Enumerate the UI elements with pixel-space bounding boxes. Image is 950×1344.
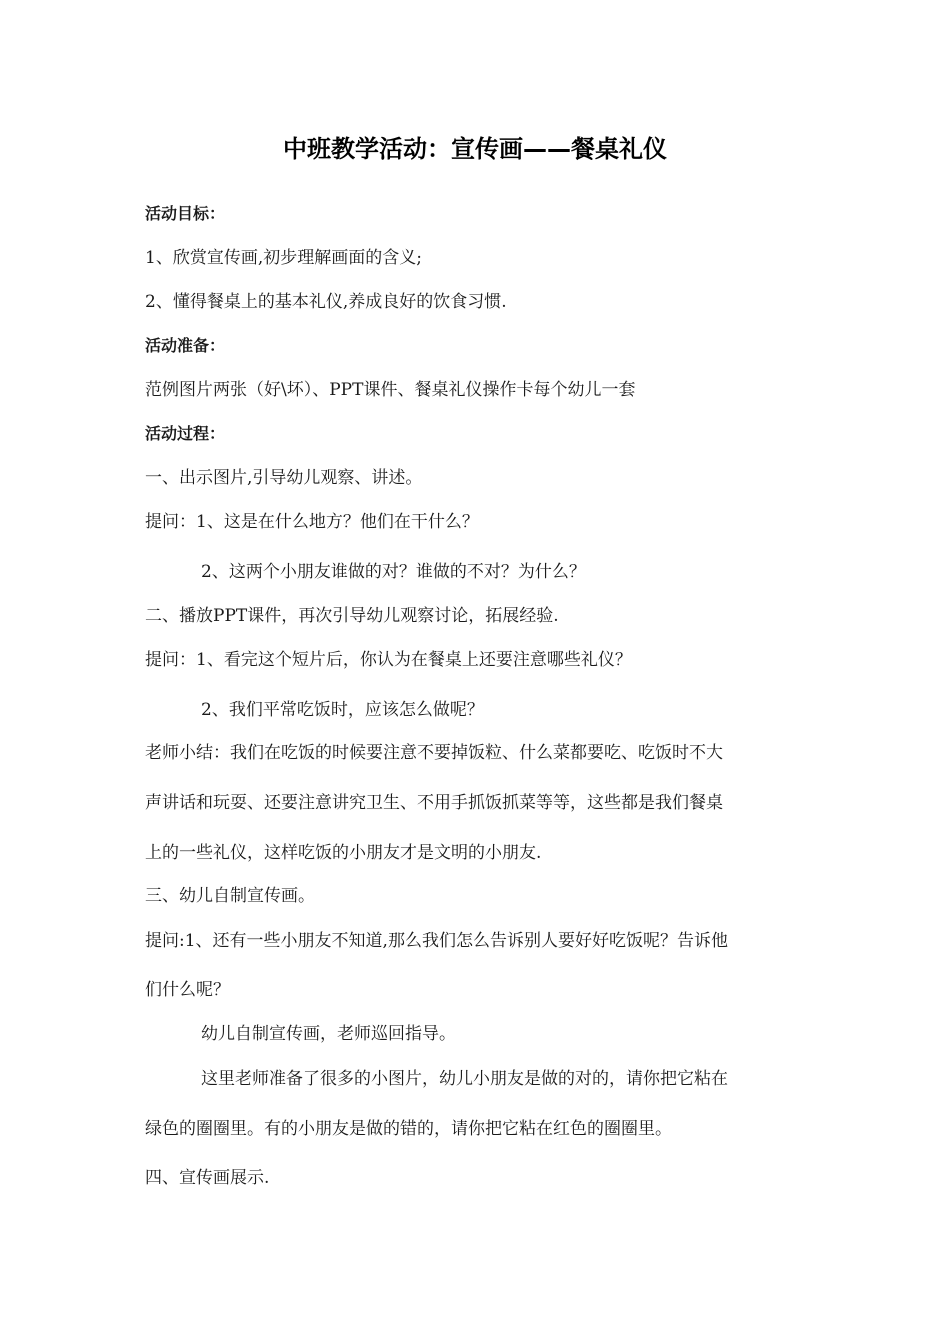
step-3-paragraph-2-line-2: 绿色的圈圈里。有的小朋友是做的错的，请你把它粘在红色的圈圈里。 (145, 1119, 672, 1139)
step-2-question-1: 提问：1、看完这个短片后，你认为在餐桌上还要注意哪些礼仪？ (145, 650, 632, 670)
summary-line-2: 声讲话和玩耍、还要注意讲究卫生、不用手抓饭抓菜等等，这些都是我们餐桌 (145, 793, 723, 813)
prep-heading: 活动准备： (145, 336, 226, 355)
goal-item-2: 2、懂得餐桌上的基本礼仪,养成良好的饮食习惯. (145, 292, 507, 312)
summary-line-3: 上的一些礼仪，这样吃饭的小朋友才是文明的小朋友. (145, 843, 542, 863)
document-title: 中班教学活动：宣传画——餐桌礼仪 (283, 135, 667, 163)
prep-text: 范例图片两张（好\坏）、PPT课件、餐桌礼仪操作卡每个幼儿一套 (145, 380, 636, 400)
summary-line-1: 老师小结：我们在吃饭的时候要注意不要掉饭粒、什么菜都要吃、吃饭时不大 (145, 743, 723, 763)
step-3-paragraph-1: 幼儿自制宣传画，老师巡回指导。 (201, 1024, 456, 1044)
step-3: 三、幼儿自制宣传画。 (145, 886, 315, 906)
step-3-question-line-1: 提问:1、还有一些小朋友不知道,那么我们怎么告诉别人要好好吃饭呢？告诉他 (145, 931, 728, 951)
step-2: 二、播放PPT课件，再次引导幼儿观察讨论，拓展经验. (145, 606, 559, 626)
goal-item-1: 1、欣赏宣传画,初步理解画面的含义; (145, 248, 422, 268)
process-heading: 活动过程： (145, 424, 226, 443)
step-1: 一、出示图片,引导幼儿观察、讲述。 (145, 468, 423, 488)
goals-heading: 活动目标： (145, 204, 226, 223)
step-2-question-2: 2、我们平常吃饭时，应该怎么做呢？ (201, 700, 484, 720)
step-1-question-2: 2、这两个小朋友谁做的对？谁做的不对？为什么？ (201, 562, 586, 582)
step-3-paragraph-2-line-1: 这里老师准备了很多的小图片，幼儿小朋友是做的对的，请你把它粘在 (201, 1069, 728, 1089)
step-1-question-1: 提问：1、这是在什么地方？他们在干什么？ (145, 512, 479, 532)
step-3-question-line-2: 们什么呢？ (145, 980, 230, 1000)
step-4: 四、宣传画展示. (145, 1168, 270, 1188)
